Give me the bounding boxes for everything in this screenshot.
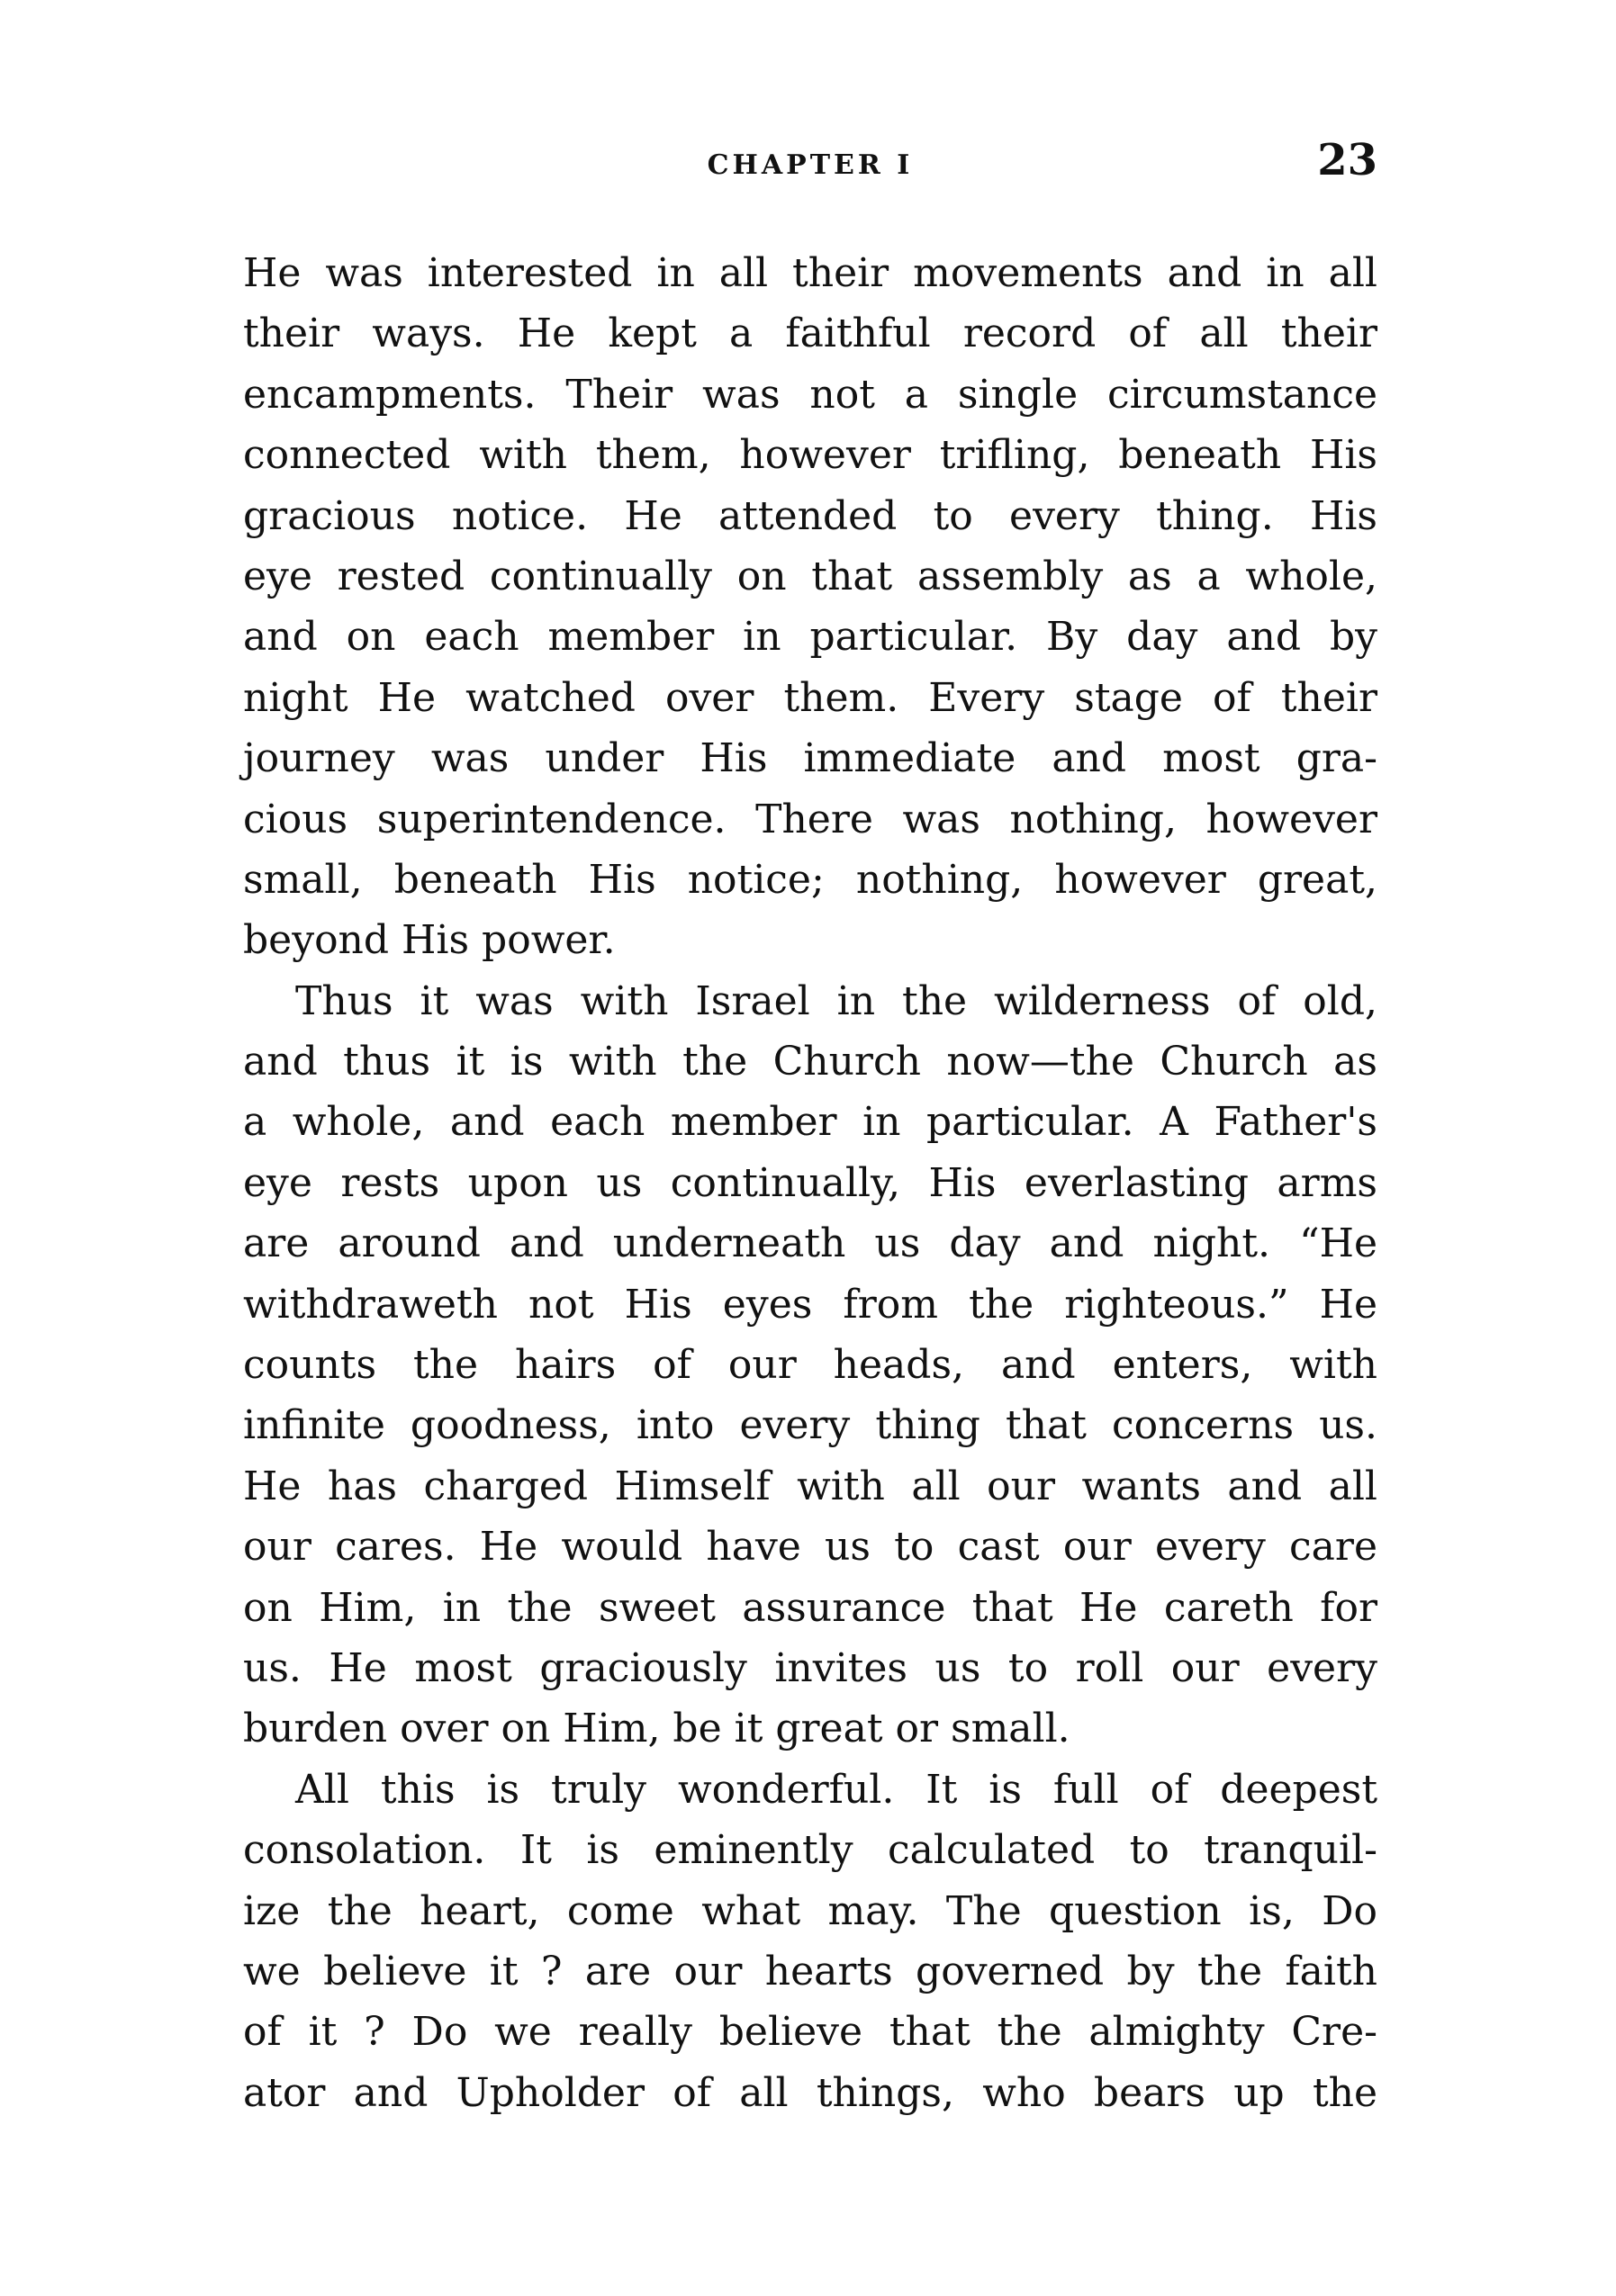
body-text [243,243,1377,2123]
text-line: All this is truly wonderful. It is full of deepest [295,1766,1377,1813]
text-line: us. He most graciously invites us to roll our every [243,1644,1377,1691]
text-line: connected with them, however trifling, beneath His [243,432,1377,479]
text-line: encampments. Their was not a single circumstance [243,371,1377,418]
text-line: a whole, and each member in particular. A Father's [243,1099,1377,1146]
text-line: their ways. He kept a faithful record of all their [243,311,1377,357]
running-head [243,135,1377,198]
text-line: and thus it is with the Church now—the Church as [243,1039,1377,1085]
text-line: and on each member in particular. By day and by [243,614,1377,661]
text-line: gracious notice. He attended to every thing. His [243,492,1377,539]
text-line: ize the heart, come what may. The question is, Do [243,1887,1377,1934]
text-line: we believe it ? are our hearts governed by the faith [243,1948,1377,1994]
text-line: counts the hairs of our heads, and enters, with [243,1342,1377,1389]
text-line: cious superintendence. There was nothing, however [243,796,1377,842]
page-number: 23 [1317,135,1377,185]
paragraph [243,243,1377,971]
text-line: of it ? Do we really believe that the almighty Cre- [243,2009,1377,2056]
text-line: small, beneath His notice; nothing, however great, [243,856,1377,903]
text-line: on Him, in the sweet assurance that He careth for [243,1584,1377,1631]
text-line: He was interested in all their movements and in all [243,250,1377,296]
text-line: ator and Upholder of all things, who bears up the [243,2069,1377,2116]
text-line: withdraweth not His eyes from the righteous.” He [243,1281,1377,1328]
text-line: Thus it was with Israel in the wilderness of old, [295,977,1377,1024]
text-line: night He watched over them. Every stage of their [243,674,1377,721]
text-line: beyond His power. [243,917,616,964]
paragraph [243,971,1377,1760]
chapter-heading: CHAPTER I [707,149,914,181]
text-line: infinite goodness, into every thing that concerns us. [243,1402,1377,1449]
text-line: burden over on Him, be it great or small. [243,1706,1070,1752]
text-line: consolation. It is eminently calculated to tranquil- [243,1827,1377,1874]
paragraph [243,1760,1377,2123]
text-line: journey was under His immediate and most gra- [243,735,1377,782]
text-line: are around and underneath us day and night. “He [243,1220,1377,1267]
text-line: eye rested continually on that assembly as a whole, [243,553,1377,599]
text-line: our cares. He would have us to cast our every care [243,1524,1377,1571]
text-line: eye rests upon us continually, His everlasting arms [243,1159,1377,1206]
text-line: He has charged Himself with all our wants and all [243,1463,1377,1509]
